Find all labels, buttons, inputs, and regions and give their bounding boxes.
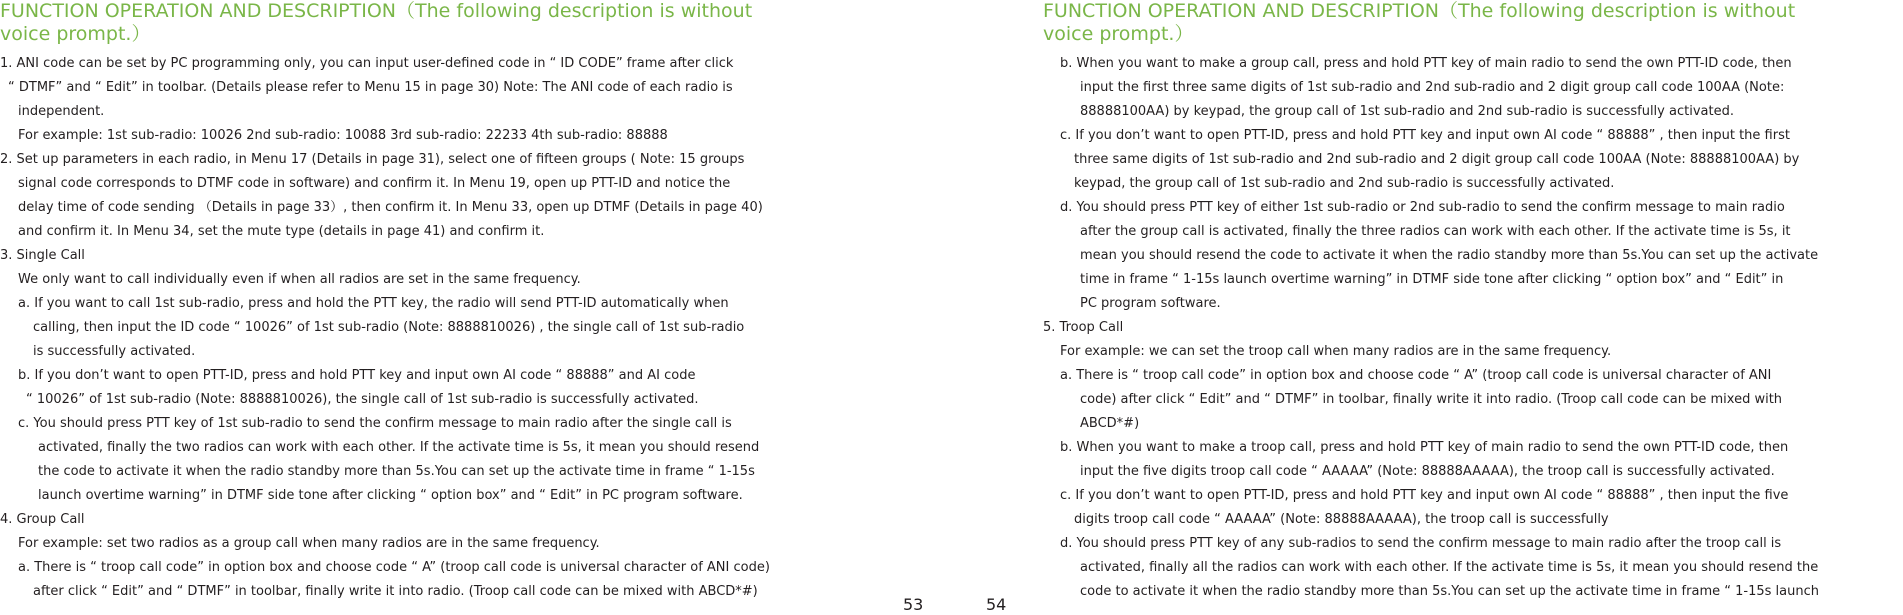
- text-line: ABCD*#): [1080, 416, 1140, 431]
- section-heading: 4. Group Call: [0, 512, 85, 527]
- text-line: three same digits of 1st sub-radio and 2nd sub-radio and 2 digit group call code 100AA (Note: 88888100AA) by: [1074, 152, 1800, 167]
- text-line: after the group call is activated, finally the three radios can work with each other. If the activate time is 5s, it: [1080, 224, 1791, 239]
- right-page-heading: [1043, 0, 1795, 46]
- text-line: after click “ Edit” and “ DTMF” in toolbar, finally write it into radio. (Troop call code can be mixed with ABCD*#): [33, 584, 758, 599]
- text-line: “ DTMF” and “ Edit” in toolbar. (Details please refer to Menu 15 in page 30) Note: The ANI code of each radio is: [8, 80, 733, 95]
- text-line: For example: set two radios as a group call when many radios are in the same frequency.: [18, 536, 600, 551]
- text-line: a. There is “ troop call code” in option box and choose code “ A” (troop call code is universal character of ANI: [1060, 368, 1772, 383]
- text-line: launch overtime warning” in DTMF side tone after clicking “ option box” and “ Edit” in PC program software.: [38, 488, 743, 503]
- text-line: We only want to call individually even if when all radios are set in the same frequency.: [18, 272, 581, 287]
- text-line: time in frame “ 1-15s launch overtime warning” in DTMF side tone after clicking “ option box” and “ Edit” in: [1080, 272, 1784, 287]
- text-line: calling, then input the ID code “ 10026” of 1st sub-radio (Note: 8888810026) , the single call of 1st sub-radio: [33, 320, 745, 335]
- right-page-body: [1043, 52, 1819, 604]
- text-line: d. You should press PTT key of any sub-radios to send the confirm message to main radio after the troop call is: [1060, 536, 1782, 551]
- text-line: 1. ANI code can be set by PC programming only, you can input user-defined code in “ ID CODE” frame after click: [0, 56, 734, 71]
- left-page-body: [0, 52, 770, 604]
- page-number-left: 53: [903, 595, 924, 614]
- text-line: b. When you want to make a group call, press and hold PTT key of main radio to send the own PTT-ID code, then: [1060, 56, 1792, 71]
- text-line: “ 10026” of 1st sub-radio (Note: 8888810026), the single call of 1st sub-radio is successfully activated.: [26, 392, 699, 407]
- text-line: mean you should resend the code to activate it when the radio standby more than 5s.You can set up the activate: [1080, 248, 1819, 263]
- text-line: input the five digits troop call code “ AAAAA” (Note: 88888AAAAA), the troop call is successfully activated.: [1080, 464, 1775, 479]
- text-line: c. You should press PTT key of 1st sub-radio to send the confirm message to main radio after the single call is: [18, 416, 732, 431]
- text-line: 2. Set up parameters in each radio, in Menu 17 (Details in page 31), select one of fifteen groups ( Note: 15 groups: [0, 152, 745, 167]
- left-page: [0, 0, 930, 615]
- right-page: [1043, 0, 1903, 615]
- text-line: the code to activate it when the radio standby more than 5s.You can set up the activate time in frame “ 1-15s: [38, 464, 755, 479]
- text-line: keypad, the group call of 1st sub-radio and 2nd sub-radio is successfully activated.: [1074, 176, 1615, 191]
- text-line: a. If you want to call 1st sub-radio, press and hold the PTT key, the radio will send PTT-ID automatically when: [18, 296, 729, 311]
- text-line: For example: we can set the troop call when many radios are in the same frequency.: [1060, 344, 1612, 359]
- text-line: a. There is “ troop call code” in option box and choose code “ A” (troop call code is universal character of ANI code): [18, 560, 770, 575]
- left-page-heading: [0, 0, 752, 46]
- text-line: and confirm it. In Menu 34, set the mute type (details in page 41) and confirm it.: [18, 224, 545, 239]
- text-line: For example: 1st sub-radio: 10026 2nd sub-radio: 10088 3rd sub-radio: 22233 4th sub-radio: 88888: [18, 128, 668, 143]
- text-line: activated, finally all the radios can work with each other. If the activate time is 5s, it mean you should resend the: [1080, 560, 1819, 575]
- heading-line-2: voice prompt.）: [1043, 23, 1194, 45]
- text-line: code to activate it when the radio standby more than 5s.You can set up the activate time in frame “ 1-15s launch: [1080, 584, 1819, 599]
- text-line: delay time of code sending （Details in page 33）, then confirm it. In Menu 33, open up DTMF (Details in page 40): [18, 200, 763, 215]
- text-line: 88888100AA) by keypad, the group call of 1st sub-radio and 2nd sub-radio is successfully activated.: [1080, 104, 1734, 119]
- heading-line-2: voice prompt.）: [0, 23, 151, 45]
- text-line: digits troop call code “ AAAAA” (Note: 88888AAAAA), the troop call is successfully: [1074, 512, 1609, 527]
- text-line: d. You should press PTT key of either 1st sub-radio or 2nd sub-radio to send the confirm message to main radio: [1060, 200, 1785, 215]
- section-heading: 5. Troop Call: [1043, 320, 1124, 335]
- text-line: is successfully activated.: [33, 344, 196, 359]
- text-line: c. If you don’t want to open PTT-ID, press and hold PTT key and input own AI code “ 88888” , then input the five: [1060, 488, 1789, 503]
- text-line: b. If you don’t want to open PTT-ID, press and hold PTT key and input own AI code “ 88888” and AI code: [18, 368, 696, 383]
- text-line: independent.: [18, 104, 105, 119]
- section-heading: 3. Single Call: [0, 248, 85, 263]
- text-line: input the first three same digits of 1st sub-radio and 2nd sub-radio and 2 digit group call code 100AA (Note:: [1080, 80, 1785, 95]
- text-line: b. When you want to make a troop call, press and hold PTT key of main radio to send the own PTT-ID code, then: [1060, 440, 1789, 455]
- heading-line-1: FUNCTION OPERATION AND DESCRIPTION（The following description is without: [0, 0, 753, 22]
- heading-line-1: FUNCTION OPERATION AND DESCRIPTION（The following description is without: [1043, 0, 1796, 22]
- text-line: code) after click “ Edit” and “ DTMF” in toolbar, finally write it into radio. (Troop call code can be mixed with: [1080, 392, 1783, 407]
- text-line: c. If you don’t want to open PTT-ID, press and hold PTT key and input own AI code “ 88888” , then input the first: [1060, 128, 1790, 143]
- text-line: PC program software.: [1080, 296, 1221, 311]
- text-line: signal code corresponds to DTMF code in software) and confirm it. In Menu 19, open up PTT-ID and notice the: [18, 176, 731, 191]
- text-line: activated, finally the two radios can work with each other. If the activate time is 5s, it mean you should resend: [38, 440, 760, 455]
- page-number-right: 54: [986, 595, 1007, 614]
